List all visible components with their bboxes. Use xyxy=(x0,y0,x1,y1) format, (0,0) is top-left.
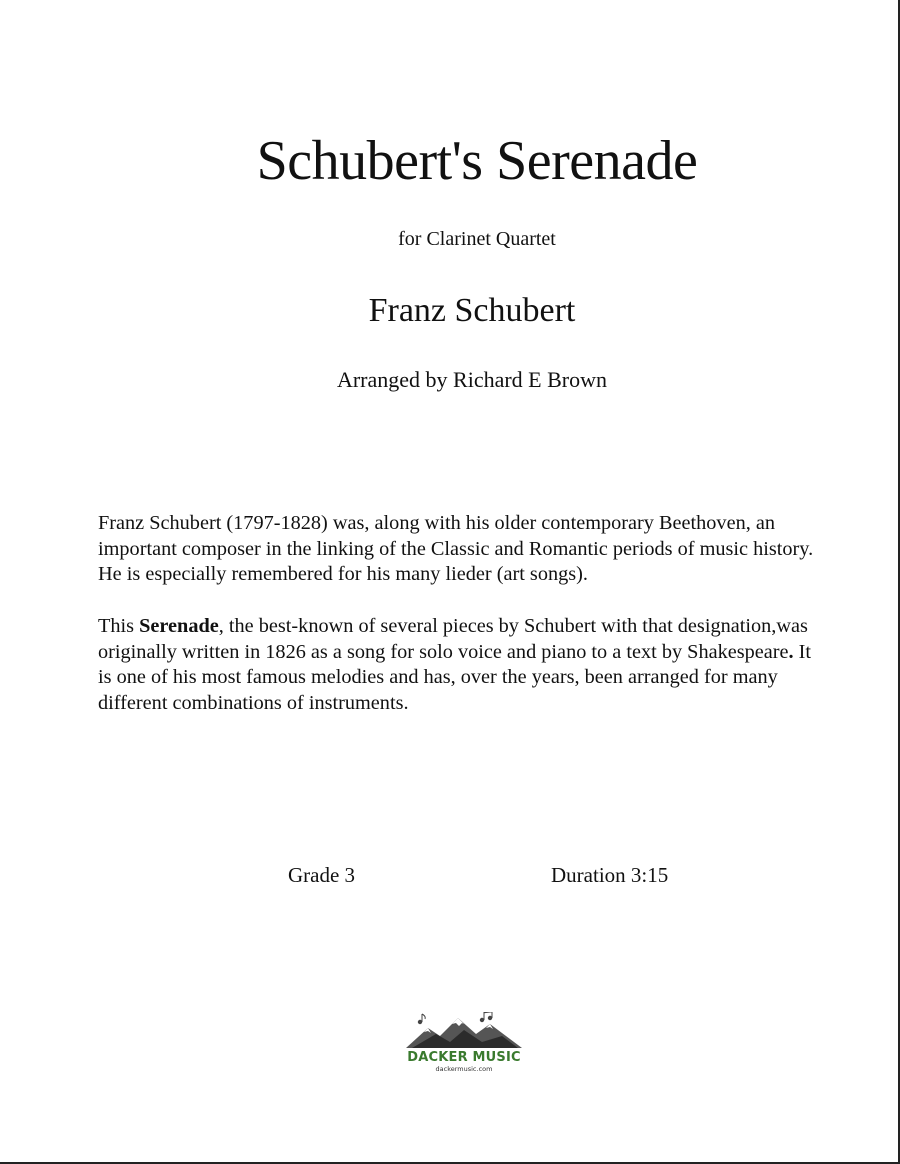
p2-bold-period: . xyxy=(788,640,794,663)
publisher-logo xyxy=(405,1012,523,1073)
page-title: Schubert's Serenade xyxy=(256,130,698,192)
p2-text-before: This xyxy=(98,615,140,637)
serenade-description-paragraph xyxy=(98,614,828,716)
p2-text-after: It is one of his most famous melodies and has, over the years, been arranged for many different combinations of instruments. xyxy=(98,640,812,714)
grade-label: Grade 3 xyxy=(288,863,356,887)
duration-label: Duration 3:15 xyxy=(551,863,669,887)
p2-text-middle: , the best-known of several pieces by Schubert with that designation,was originally written in 1826 as a song for solo voice and piano to a text by Shakespeare xyxy=(98,615,808,663)
composer-bio-paragraph: Franz Schubert (1797-1828) was, along with his older contemporary Beethoven, an important composer in the linking of the Classic and Romantic periods of music history. He is especially remembered for his many lieder (art songs). xyxy=(98,512,814,585)
publisher-brand-name: DACKER MUSIC xyxy=(407,1050,521,1065)
page-subtitle: for Clarinet Quartet xyxy=(398,228,556,250)
composer-name: Franz Schubert xyxy=(368,292,576,329)
mountain-music-notes-icon xyxy=(406,1012,522,1048)
arranger-credit: Arranged by Richard E Brown xyxy=(336,367,608,392)
serenade-bold-term: Serenade xyxy=(139,615,219,637)
publisher-website: dackermusic.com xyxy=(435,1065,493,1073)
